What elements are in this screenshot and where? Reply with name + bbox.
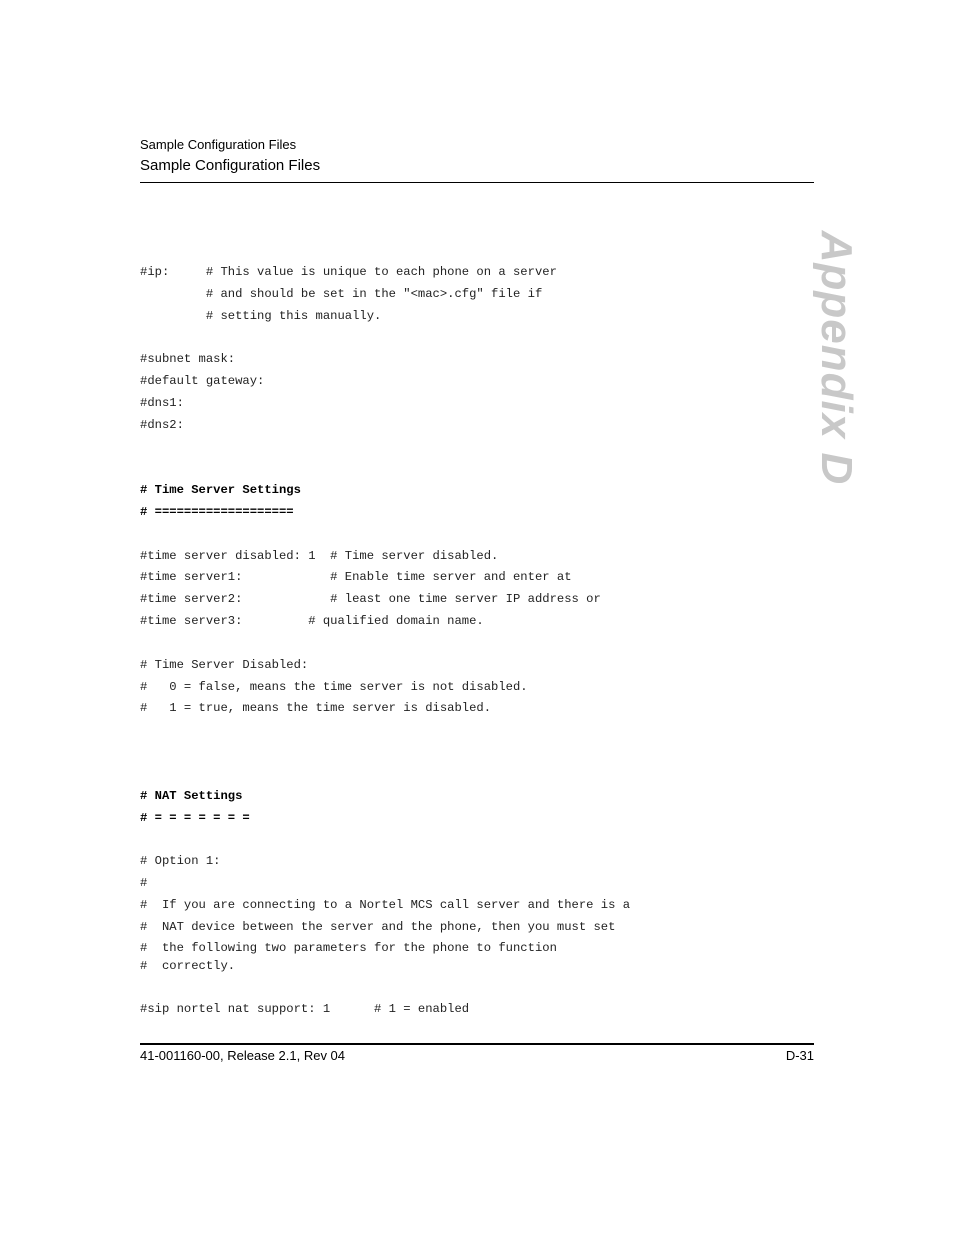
footer-doc-id: 41-001160-00, Release 2.1, Rev 04	[140, 1048, 346, 1063]
code-line-nat-note-1: # If you are connecting to a Nortel MCS call server and there is a	[140, 898, 631, 912]
header-rule	[140, 182, 814, 183]
code-line-blank-comment: #	[140, 876, 148, 890]
running-header-small: Sample Configuration Files	[140, 137, 297, 152]
code-line-time-server-disabled-note: # Time Server Disabled:	[140, 658, 309, 672]
code-heading-nat-underline: # = = = = = = =	[140, 811, 250, 825]
appendix-side-tab	[806, 230, 866, 486]
code-line-sip-nortel-nat-support: #sip nortel nat support: 1 # 1 = enabled	[140, 1002, 470, 1016]
section-title: Sample Configuration Files	[140, 157, 321, 174]
code-heading-time-server: # Time Server Settings	[140, 483, 301, 497]
code-line-time-server3: #time server3: # qualified domain name.	[140, 614, 484, 628]
code-line-true-option: # 1 = true, means the time server is disabled.	[140, 701, 492, 715]
code-line-option-1: # Option 1:	[140, 854, 221, 868]
code-line-ip: #ip: # This value is unique to each phone on a server	[140, 265, 557, 279]
code-line-nat-note-2: # NAT device between the server and the phone, then you must set	[140, 920, 616, 934]
code-line-time-server1: #time server1: # Enable time server and enter at	[140, 570, 572, 584]
code-line-dns2: #dns2:	[140, 418, 184, 432]
code-line-false-option: # 0 = false, means the time server is not disabled.	[140, 680, 528, 694]
code-line-ip-comment-2: # and should be set in the "<mac>.cfg" file if	[140, 287, 543, 301]
code-line-nat-note-3: # the following two parameters for the phone to function	[140, 941, 557, 955]
code-line-nat-note-4: # correctly.	[140, 959, 236, 973]
code-line-ip-comment-3: # setting this manually.	[140, 309, 382, 323]
code-heading-time-server-underline: # ===================	[140, 505, 294, 519]
code-line-dns1: #dns1:	[140, 396, 184, 410]
footer-page-number: D-31	[785, 1048, 814, 1063]
footer-rule	[140, 1043, 814, 1045]
code-line-time-server-disabled: #time server disabled: 1 # Time server disabled.	[140, 549, 499, 563]
code-line-default-gateway: #default gateway:	[140, 374, 265, 388]
appendix-side-tab-label: Appendix D	[812, 230, 861, 486]
code-line-time-server2: #time server2: # least one time server IP address or	[140, 592, 601, 606]
code-line-subnet-mask: #subnet mask:	[140, 352, 236, 366]
code-heading-nat: # NAT Settings	[140, 789, 243, 803]
